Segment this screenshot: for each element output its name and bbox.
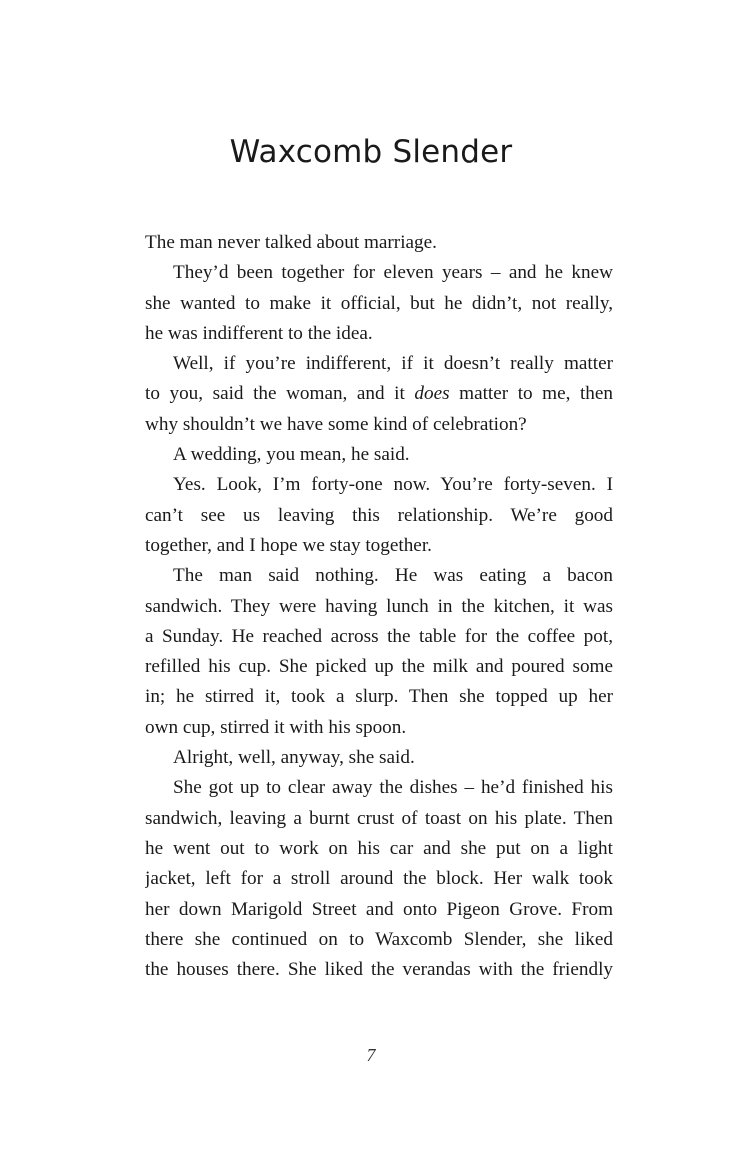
text-segment: to you, said the woman, and it: [145, 383, 405, 405]
text-line: own cup, stirred it with his spoon.: [145, 716, 407, 738]
text-line: why shouldn’t we have some kind of celebration?: [145, 413, 527, 435]
emphasized-word: does: [414, 383, 450, 405]
chapter-title: Waxcomb Slender: [229, 134, 513, 170]
text-line: she wanted to make it official, but he didn’t, not really,: [145, 292, 613, 314]
text-line: can’t see us leaving this relationship. We’re good: [145, 504, 613, 526]
text-line: sandwich, leaving a burnt crust of toast on his plate. Then: [145, 807, 613, 829]
text-line: Well, if you’re indifferent, if it doesn’t really matter: [173, 353, 613, 375]
page-number: 7: [366, 1045, 376, 1065]
text-line: They’d been together for eleven years – and he knew: [173, 262, 613, 284]
text-line: sandwich. They were having lunch in the kitchen, it was: [145, 595, 613, 617]
text-line: She got up to clear away the dishes – he’d finished his: [173, 777, 613, 799]
text-line: Alright, well, anyway, she said.: [173, 747, 415, 769]
body-text: [145, 228, 613, 985]
text-line: Yes. Look, I’m forty-one now. You’re forty-seven. I: [173, 474, 613, 496]
text-line: A wedding, you mean, he said.: [173, 444, 410, 466]
text-line: together, and I hope we stay together.: [145, 534, 432, 556]
text-line: jacket, left for a stroll around the block. Her walk took: [145, 868, 613, 890]
text-line: he was indifferent to the idea.: [145, 322, 373, 344]
text-line: there she continued on to Waxcomb Slender, she liked: [145, 928, 613, 950]
text-line: The man said nothing. He was eating a bacon: [173, 565, 613, 587]
text-line: a Sunday. He reached across the table for the coffee pot,: [145, 625, 613, 647]
text-line: the houses there. She liked the verandas with the friendly: [145, 959, 613, 981]
text-line: he went out to work on his car and she put on a light: [145, 837, 613, 859]
text-line: The man never talked about marriage.: [145, 232, 437, 253]
text-line: her down Marigold Street and onto Pigeon Grove. From: [145, 898, 613, 920]
text-line: in; he stirred it, took a slurp. Then she topped up her: [145, 686, 613, 708]
text-line: refilled his cup. She picked up the milk and poured some: [145, 656, 613, 678]
text-segment: matter to me, then: [459, 383, 613, 405]
text-line: [145, 379, 613, 409]
